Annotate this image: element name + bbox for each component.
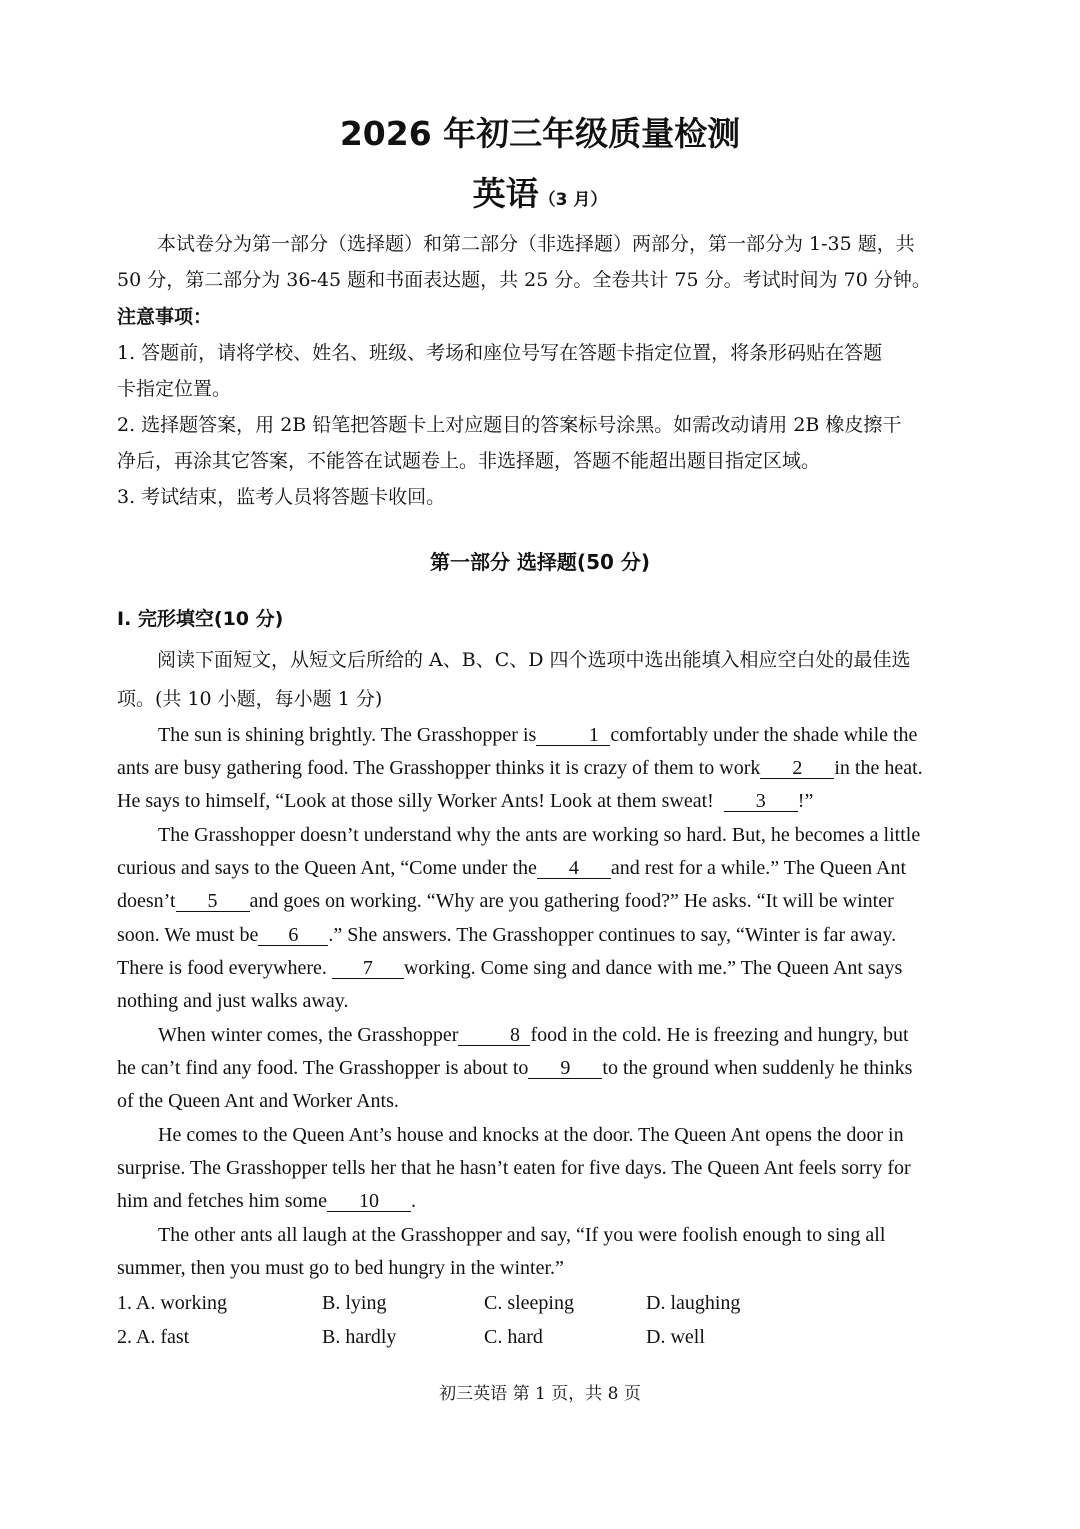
blank-9[interactable]: 9 — [528, 1058, 602, 1079]
note-2-line-2: 净后，再涂其它答案，不能答在试题卷上。非选择题，答题不能超出题目指定区域。 — [117, 450, 821, 472]
intro-line-2: 50 分，第二部分为 36-45 题和书面表达题，共 25 分。全卷共计 75 分。考试时间为 70 分钟。 — [117, 269, 931, 291]
passage-line-9: nothing and just walks away. — [117, 990, 349, 1012]
passage-line-11 — [117, 1057, 929, 1080]
passage-text: him and fetches him some — [117, 1190, 327, 1212]
passage-text: He says to himself, “Look at those silly Worker Ants! Look at them sweat! — [117, 790, 714, 812]
option-2d[interactable]: D. well — [646, 1326, 705, 1348]
subject-name: 英语 — [472, 174, 539, 213]
passage-line-14: surprise. The Grasshopper tells her that he hasn’t eaten for five days. The Queen Ant feels sorry for — [117, 1157, 911, 1179]
option-2a[interactable]: 2. A. fast — [117, 1326, 190, 1348]
passage-line-12: of the Queen Ant and Worker Ants. — [117, 1090, 399, 1112]
exam-title: 2026 年初三年级质量检测 — [339, 114, 741, 153]
section1-heading: I. 完形填空(10 分) — [117, 608, 284, 630]
subject-heading — [0, 168, 1080, 215]
blank-6[interactable]: 6 — [258, 925, 328, 946]
passage-text: The sun is shining brightly. The Grasshopper is — [158, 724, 537, 746]
passage-text: and rest for a while.” The Queen Ant — [610, 857, 906, 879]
passage-text: curious and says to the Queen Ant, “Come under the — [117, 857, 537, 879]
option-2c[interactable]: C. hard — [484, 1326, 543, 1348]
passage-line-7 — [117, 924, 929, 947]
passage-line-16: The other ants all laugh at the Grasshopper and say, “If you were foolish enough to sing all — [158, 1224, 886, 1246]
passage-line-2 — [117, 757, 929, 780]
passage-text: and goes on working. “Why are you gathering food?” He asks. “It will be winter — [249, 890, 894, 912]
passage-text: ants are busy gathering food. The Grasshopper thinks it is crazy of them to work — [117, 757, 761, 779]
passage-text: he can’t find any food. The Grasshopper is about to — [117, 1057, 529, 1079]
blank-10[interactable]: 10 — [327, 1191, 411, 1212]
passage-text: .” She answers. The Grasshopper continues to say, “Winter is far away. — [328, 924, 897, 946]
passage-text: to the ground when suddenly he thinks — [602, 1057, 913, 1079]
note-1-line-2: 卡指定位置。 — [117, 378, 232, 400]
option-1c[interactable]: C. sleeping — [484, 1292, 574, 1314]
blank-4[interactable]: 4 — [537, 858, 611, 879]
passage-text: . — [410, 1190, 416, 1212]
passage-line-13: He comes to the Queen Ant’s house and knocks at the door. The Queen Ant opens the door in — [158, 1124, 904, 1146]
note-1-line-1: 1. 答题前，请将学校、姓名、班级、考场和座位号写在答题卡指定位置，将条形码贴在答题 — [117, 342, 883, 364]
passage-text: !” — [797, 790, 814, 812]
passage-line-17: summer, then you must go to bed hungry in the winter.” — [117, 1257, 564, 1279]
passage-text: in the heat. — [834, 757, 923, 779]
passage-line-6 — [117, 890, 929, 913]
blank-5[interactable]: 5 — [176, 891, 250, 912]
option-2b[interactable]: B. hardly — [322, 1326, 397, 1348]
option-1d[interactable]: D. laughing — [646, 1292, 741, 1314]
passage-line-10 — [117, 1024, 929, 1047]
blank-1[interactable]: 1 — [536, 725, 610, 746]
blank-8[interactable]: 8 — [458, 1025, 530, 1046]
passage-line-1 — [117, 724, 929, 747]
passage-text: food in the cold. He is freezing and hungry, but — [530, 1024, 909, 1046]
note-2-line-1: 2. 选择题答案，用 2B 铅笔把答题卡上对应题目的答案标号涂黑。如需改动请用 2B 橡皮擦干 — [117, 414, 902, 436]
note-3: 3. 考试结束，监考人员将答题卡收回。 — [117, 486, 446, 508]
blank-3[interactable]: 3 — [724, 791, 798, 812]
passage-line-3 — [117, 790, 929, 813]
page-footer — [0, 1379, 1080, 1404]
notes-heading: 注意事项： — [117, 306, 213, 328]
passage-text: doesn’t — [117, 890, 176, 912]
passage-text: working. Come sing and dance with me.” The Queen Ant says — [403, 957, 903, 979]
passage-text: soon. We must be — [117, 924, 259, 946]
part1-heading: 第一部分 选择题(50 分) — [429, 550, 651, 574]
blank-7[interactable]: 7 — [332, 958, 404, 979]
passage-text: There is food everywhere. — [117, 957, 327, 979]
section1-instruction-line-2: 项。(共 10 小题，每小题 1 分) — [117, 688, 383, 710]
passage-line-15 — [117, 1190, 929, 1213]
subject-note: （3 月） — [538, 190, 608, 210]
section1-instruction-line-1: 阅读下面短文，从短文后所给的 A、B、C、D 四个选项中选出能填入相应空白处的最佳选 — [157, 649, 911, 671]
blank-2[interactable]: 2 — [760, 758, 834, 779]
option-1b[interactable]: B. lying — [322, 1292, 387, 1314]
passage-line-5 — [117, 857, 929, 880]
option-1a[interactable]: 1. A. working — [117, 1292, 227, 1314]
page-number: 初三英语 第 1 页，共 8 页 — [439, 1384, 641, 1404]
passage-text: When winter comes, the Grasshopper — [158, 1024, 459, 1046]
passage-text: comfortably under the shade while the — [610, 724, 918, 746]
intro-line-1: 本试卷分为第一部分（选择题）和第二部分（非选择题）两部分，第一部分为 1-35 题，共 — [157, 233, 915, 255]
passage-line-4: The Grasshopper doesn’t understand why the ants are working so hard. But, he becomes a little — [158, 824, 921, 846]
passage-line-8 — [117, 957, 929, 980]
